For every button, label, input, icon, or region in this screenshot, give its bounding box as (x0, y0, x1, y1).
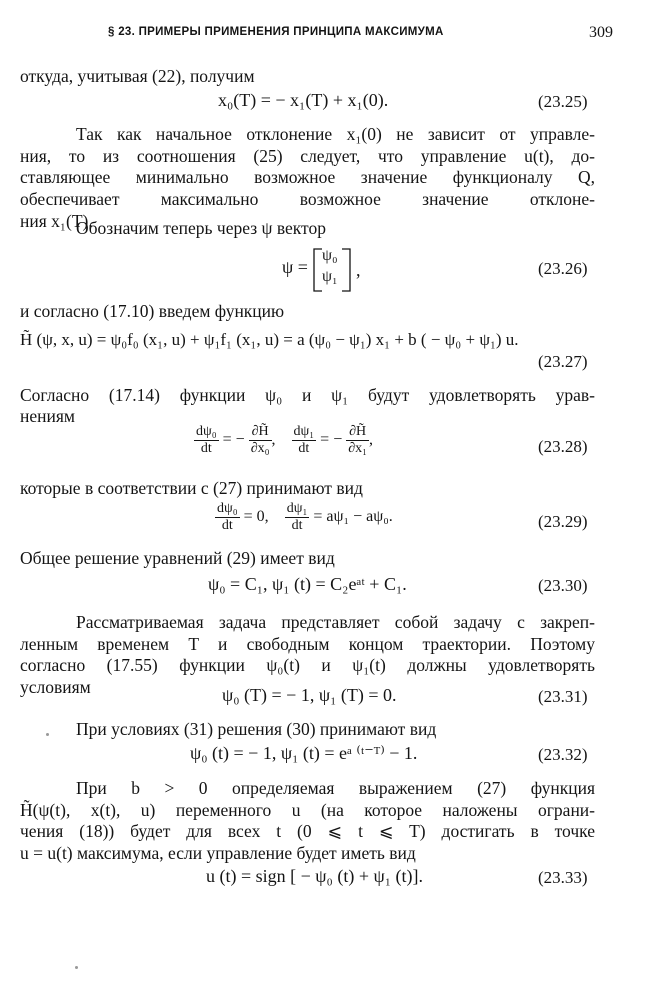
equation-number: (23.25) (538, 92, 588, 111)
running-title: § 23. ПРИМЕРЫ ПРИМЕНЕНИЯ ПРИНЦИПА МАКСИМУМА (108, 26, 444, 38)
equation-number: (23.29) (538, 512, 588, 531)
equation-number: (23.28) (538, 437, 588, 456)
paragraph-line: нениям (20, 406, 75, 426)
scan-speck (46, 733, 49, 736)
paragraph-line: которые в соответствии с (27) принимают вид (20, 478, 363, 498)
paragraph-line: H̃(ψ(t), x(t), u) переменного u (на которое наложены ограни- (20, 799, 595, 820)
paragraph-line: При b > 0 определяемая выражением (27) функция (76, 778, 595, 798)
paragraph-line: и согласно (17.10) введем функцию (20, 301, 285, 321)
equation-23-27: H̃ (ψ, x, u) = ψ₀f₀ (x₁, u) + ψ₁f₁ (x₁, u) = a (ψ₀ − ψ₁) x₁ + b ( − ψ₀ + ψ₁) u. (20, 330, 519, 349)
equation-number: (23.32) (538, 745, 588, 764)
paragraph-line: Обозначим теперь через ψ вектор (76, 218, 326, 238)
equation-23-30: ψ₀ = C₁, ψ₁ (t) = C₂eᵃᵗ + C₁. (208, 574, 407, 594)
equation-23-33: u (t) = sign [ − ψ₀ (t) + ψ₁ (t)]. (206, 866, 424, 886)
equation-23-31: ψ₀ (T) = − 1, ψ₁ (T) = 0. (222, 685, 397, 705)
equation-number: (23.26) (538, 259, 588, 278)
paragraph-line: ния, то из соотношения (25) следует, что управление u(t), до- (20, 145, 595, 166)
paragraph-line: u = u(t) максимума, если управление будет иметь вид (20, 843, 416, 863)
equation-number: (23.31) (538, 687, 588, 706)
paragraph-line: ставляющее минимально возможное значение функционалу Q, (20, 167, 595, 188)
equation-number: (23.27) (538, 352, 588, 371)
paragraph-line: ленным временем T и свободным концом траектории. Поэтому (20, 633, 595, 654)
right-bracket (340, 248, 352, 292)
paragraph-line: При условиях (31) решения (30) принимают вид (76, 719, 437, 739)
comma: , (356, 260, 361, 280)
paragraph-line: Рассматриваемая задача представляет собой задачу с закреп- (76, 612, 595, 632)
equation-23-26-lhs: ψ = (282, 257, 308, 277)
vector-component: ψ₁ (322, 268, 338, 285)
paragraph-line: Общее решение уравнений (29) имеет вид (20, 548, 335, 568)
paragraph-line: условиям (20, 677, 91, 697)
scan-speck (75, 966, 78, 969)
paragraph-line: обеспечивает максимально возможное значение отклоне- (20, 189, 595, 210)
equation-number: (23.30) (538, 576, 588, 595)
equation-23-32: ψ₀ (t) = − 1, ψ₁ (t) = eᵃ ⁽ᵗ⁻ᵀ⁾ − 1. (190, 743, 418, 763)
page-number: 309 (589, 24, 613, 41)
vector-component: ψ₀ (322, 247, 338, 264)
paragraph-line: Так как начальное отклонение x₁(0) не зависит от управле- (76, 124, 595, 144)
paragraph-line: Согласно (17.14) функции ψ₀ и ψ₁ будут удовлетворять урав- (20, 385, 595, 405)
paragraph-line: согласно (17.55) функции ψ₀(t) и ψ₁(t) должны удовлетворять (20, 655, 595, 676)
paragraph-line: чения (18)) будет для всех t (0 ⩽ t ⩽ T) достигать в точке (20, 821, 595, 842)
paragraph-line: откуда, учитывая (22), получим (20, 66, 255, 86)
equation-23-29: $\frac{\text{dψ₀}}{dt}$ = 0, $\frac{\text{dψ₁}}{dt}$ = aψ₁ − aψ₀. (217, 501, 393, 533)
running-header (108, 26, 613, 46)
equation-23-25: x₀(T) = − x₁(T) + x₁(0). (218, 90, 389, 110)
equation-23-28: $\frac{\text{dψ₀}}{dt}$ = − $\frac{\partial H̃}{\text{∂x₀}}$ , $\frac{\text{dψ₁}}{dt}$ = − $\frac{\partial H̃}{\text{∂x₁}}$ , (196, 424, 374, 456)
equation-number: (23.33) (538, 868, 588, 887)
paragraph-line: ния x₁(T). (20, 210, 93, 231)
